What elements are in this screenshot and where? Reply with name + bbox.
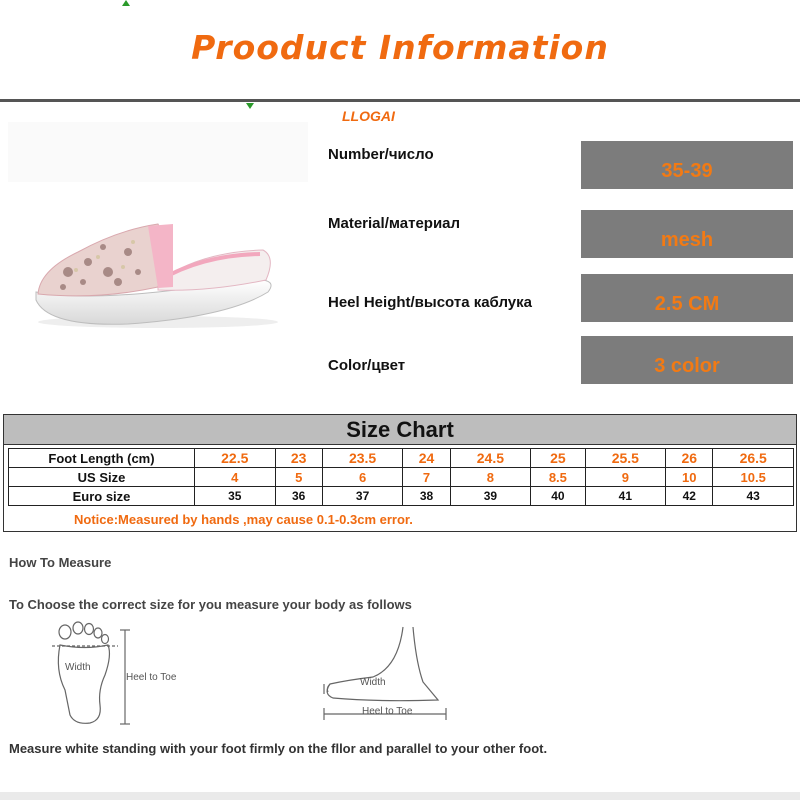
table-cell: 4 bbox=[195, 468, 276, 487]
table-cell: 38 bbox=[403, 487, 450, 506]
table-cell: 42 bbox=[666, 487, 713, 506]
table-cell: 39 bbox=[450, 487, 531, 506]
table-cell: 10.5 bbox=[713, 468, 794, 487]
row-label: Euro size bbox=[9, 487, 195, 506]
table-cell: 23 bbox=[275, 449, 322, 468]
green-marker-icon bbox=[122, 0, 130, 6]
how-to-measure-heading: How To Measure bbox=[9, 555, 112, 570]
color-value: 3 color bbox=[581, 336, 793, 384]
row-label: Foot Length (cm) bbox=[9, 449, 195, 468]
measurement-notice: Notice:Measured by hands ,may cause 0.1-0.3cm error. bbox=[74, 512, 413, 527]
table-cell: 26 bbox=[666, 449, 713, 468]
table-cell: 37 bbox=[322, 487, 403, 506]
row-label: US Size bbox=[9, 468, 195, 487]
table-cell: 41 bbox=[585, 487, 666, 506]
width-label-side: Width bbox=[360, 677, 386, 688]
number-label: Number/число bbox=[328, 146, 434, 163]
table-cell: 22.5 bbox=[195, 449, 276, 468]
table-cell: 5 bbox=[275, 468, 322, 487]
brand-name: LLOGAI bbox=[342, 108, 395, 124]
heel-to-toe-label: Heel to Toe bbox=[126, 672, 177, 683]
measure-instructions-heading: To Choose the correct size for you measure your body as follows bbox=[9, 597, 412, 612]
table-cell: 36 bbox=[275, 487, 322, 506]
table-row bbox=[9, 468, 794, 487]
table-cell: 26.5 bbox=[713, 449, 794, 468]
table-cell: 10 bbox=[666, 468, 713, 487]
measure-instruction: Measure white standing with your foot firmly on the fllor and parallel to your other foot. bbox=[9, 741, 548, 756]
table-cell: 6 bbox=[322, 468, 403, 487]
header-divider bbox=[0, 99, 800, 102]
green-marker-icon bbox=[246, 103, 254, 109]
table-cell: 23.5 bbox=[322, 449, 403, 468]
color-label: Color/цвет bbox=[328, 357, 406, 374]
bottom-strip bbox=[0, 792, 800, 800]
size-table bbox=[8, 448, 794, 506]
table-cell: 35 bbox=[195, 487, 276, 506]
shoe-image bbox=[8, 122, 308, 342]
table-cell: 24.5 bbox=[450, 449, 531, 468]
number-value: 35-39 bbox=[581, 141, 793, 189]
table-cell: 8.5 bbox=[531, 468, 585, 487]
material-value: mesh bbox=[581, 210, 793, 258]
heel-height-label: Heel Height/высота каблука bbox=[328, 294, 532, 311]
table-cell: 25.5 bbox=[585, 449, 666, 468]
size-chart-title: Size Chart bbox=[3, 414, 797, 445]
table-cell: 24 bbox=[403, 449, 450, 468]
table-cell: 7 bbox=[403, 468, 450, 487]
width-label: Width bbox=[65, 662, 91, 673]
page-title: Prooduct Information bbox=[191, 28, 609, 67]
table-cell: 8 bbox=[450, 468, 531, 487]
foot-sole-diagram bbox=[40, 620, 210, 730]
table-row bbox=[9, 487, 794, 506]
table-row bbox=[9, 449, 794, 468]
table-cell: 40 bbox=[531, 487, 585, 506]
heel-height-value: 2.5 CM bbox=[581, 274, 793, 322]
material-label: Material/материал bbox=[328, 215, 461, 232]
table-cell: 25 bbox=[531, 449, 585, 468]
heel-to-toe-label-side: Heel to Toe bbox=[362, 706, 413, 717]
table-cell: 9 bbox=[585, 468, 666, 487]
table-cell: 43 bbox=[713, 487, 794, 506]
